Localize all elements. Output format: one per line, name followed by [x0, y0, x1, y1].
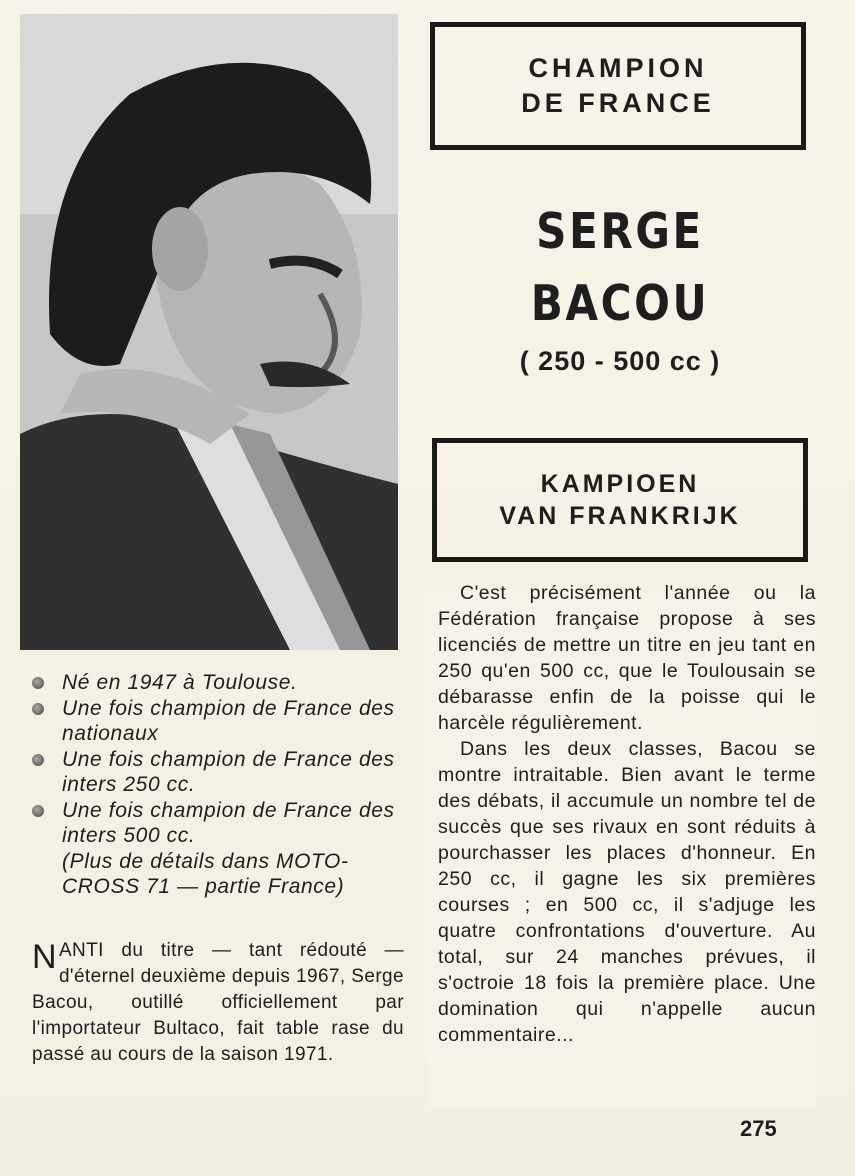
rider-first-name: SERGE [536, 203, 704, 260]
bullet-dot-icon [32, 805, 44, 817]
heading-fr-line-2: DE FRANCE [521, 88, 715, 118]
bullet-dot-icon [32, 754, 44, 766]
page-number: 275 [740, 1116, 777, 1141]
highlight-text: Une fois champion de France des inters 500 cc. [62, 799, 395, 847]
list-item [32, 696, 404, 746]
list-item [32, 798, 404, 848]
heading-nl-line-1: KAMPIOEN [540, 469, 700, 498]
heading-fr-line-1: CHAMPION [528, 52, 708, 83]
heading-nl-line-2: VAN FRANKRIJK [499, 502, 741, 530]
reference-note: (Plus de détails dans MOTO-CROSS 71 — partie France) [62, 850, 349, 898]
article-paragraph-2: Dans les deux classes, Bacou se montre intraitable. Bien avant le terme des débats, il accumule un nombre tel de succès que ses rivaux en sont réduits à pourchasser les places d'honneur. En 250 cc, il gagne les six premières courses ; en 500 cc, il s'adjuge les quatre confrontations d'ouverture. Au total, sur 24 manches prévues, il s'octroie 18 fois la première place. Une domination qui n'appelle aucun commentaire... [438, 738, 816, 1046]
rider-portrait-photo [20, 14, 398, 650]
heading-champion-de-france [430, 22, 806, 150]
bullet-dot-icon [32, 703, 44, 715]
heading-kampioen-van-frankrijk [432, 438, 808, 562]
list-item [32, 670, 404, 695]
engine-classes: ( 250 - 500 cc ) [519, 346, 721, 376]
intro-text: ANTI du titre — tant rédouté — d'éternel deuxième depuis 1967, Serge Bacou, outillé officiellement par l'importateur Bultaco, fait table rase du passé au cours de la saison 1971. [32, 940, 404, 1065]
portrait-illustration [20, 14, 398, 650]
drop-cap: N [32, 938, 57, 976]
list-item [32, 747, 404, 797]
rider-name [457, 196, 784, 340]
highlight-text: Une fois champion de France des inters 250 cc. [62, 748, 395, 796]
article-body [438, 580, 816, 1048]
highlight-text: Né en 1947 à Toulouse. [62, 671, 298, 694]
intro-paragraph [32, 938, 404, 1068]
list-note-item [32, 849, 404, 899]
article-paragraph-1: C'est précisément l'année ou la Fédération française propose à ses licenciés de mettre un titre en jeu tant en 250 qu'en 500 cc, que le Toulousain se débarasse enfin de la poisse qui le harcèle régulièrement. [438, 582, 816, 734]
bullet-dot-icon [32, 677, 44, 689]
highlight-text: Une fois champion de France des nationaux [62, 697, 395, 745]
career-highlights-list [32, 670, 404, 900]
rider-last-name: BACOU [530, 275, 710, 332]
